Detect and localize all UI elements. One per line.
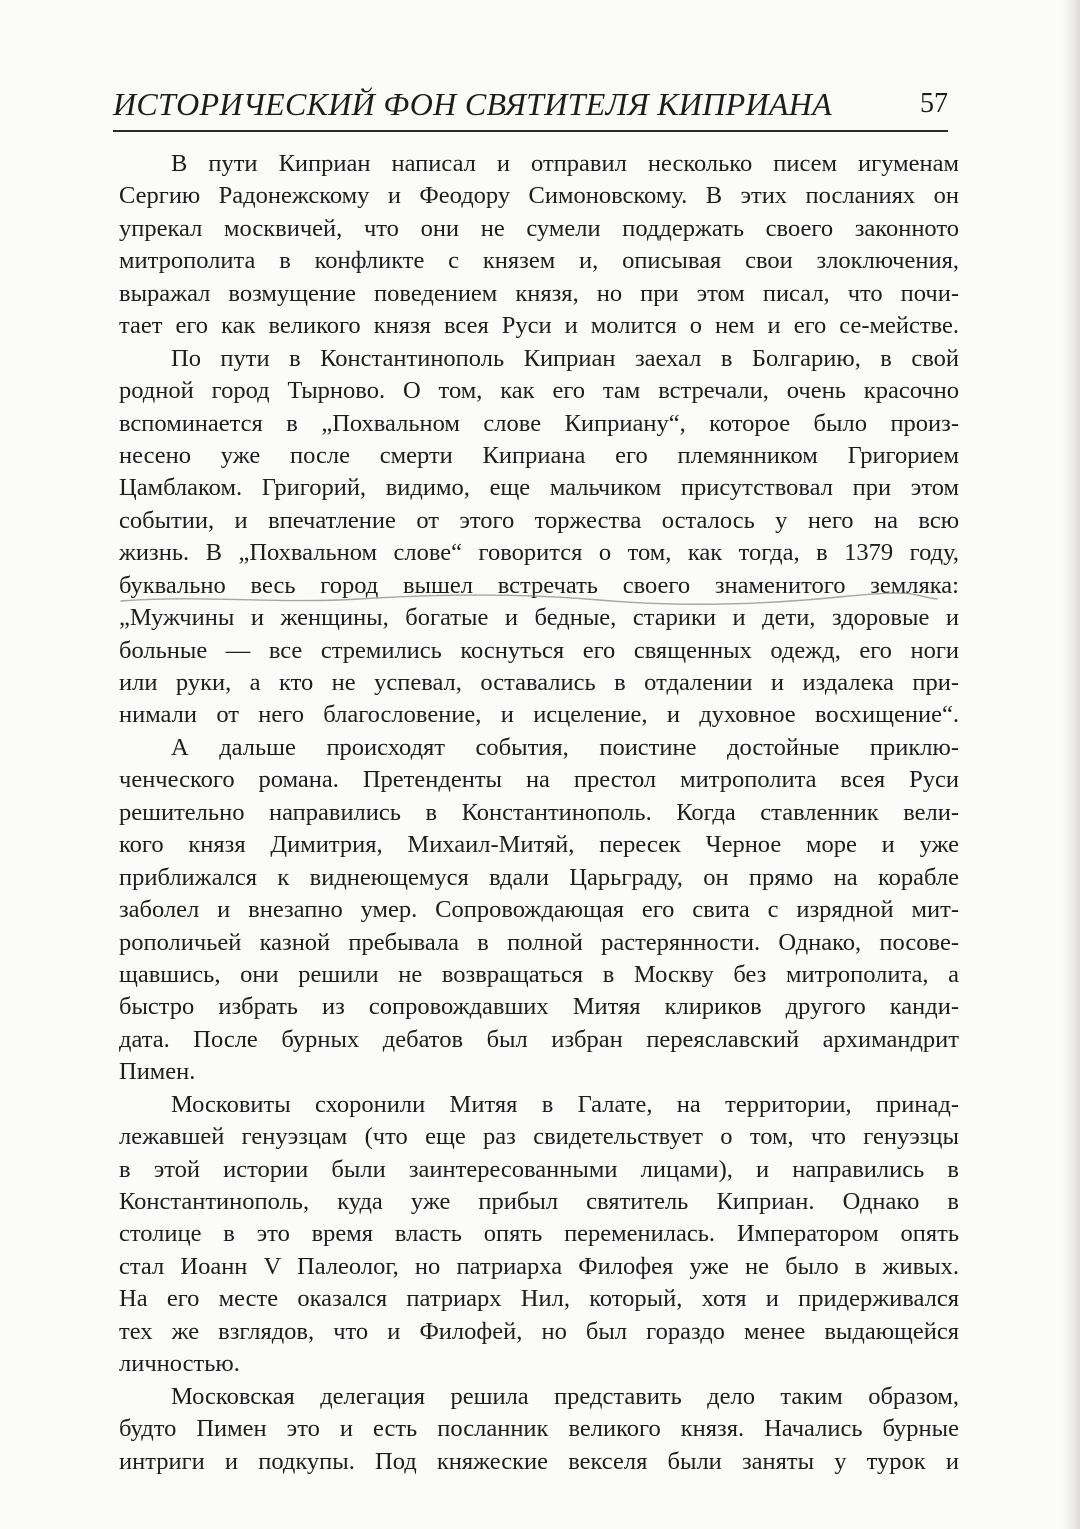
text-line: заболел и внезапно умер. Сопровождающая его свита с изрядной мит- xyxy=(119,896,959,924)
text-line: тех же взглядов, что и Филофей, но был гораздо менее выдающейся xyxy=(119,1317,959,1345)
text-line: Константинополь, куда уже прибыл святитель Киприан. Однако в xyxy=(119,1188,959,1215)
text-line: тает его как великого князя всея Руси и молится о нем и его се-мействе. xyxy=(119,312,959,340)
text-line: приближался к виднеющемуся вдали Царьграду, он прямо на корабле xyxy=(119,863,959,891)
text-line: Пимен. xyxy=(119,1058,196,1086)
text-line: кого князя Димитрия, Михаил-Митяй, пересек Черное море и уже xyxy=(119,831,959,859)
text-line: интриги и подкупы. Под княжеские векселя были заняты у турок и xyxy=(119,1447,959,1475)
text-line: нимали от него благословение, и исцеление, и духовное восхищение“. xyxy=(119,701,959,729)
text-line: буквально весь город вышел встречать своего знаменитого земляка: xyxy=(119,571,959,599)
text-line: будто Пимен это и есть посланник великого князя. Начались бурные xyxy=(119,1415,959,1443)
text-line: решительно направились в Константинополь. Когда ставленник вели- xyxy=(119,798,959,826)
text-line: личностью. xyxy=(119,1350,240,1378)
page-number: 57 xyxy=(920,88,948,119)
text-line: или руки, а кто не успевал, оставались в отдалении и издалека при- xyxy=(119,669,959,696)
paragraph-5 xyxy=(119,1381,959,1478)
text-line: Сергию Радонежскому и Феодору Симоновскому. В этих посланиях он xyxy=(119,182,959,210)
text-line: рополичьей казной пребывала в полной растерянности. Однако, посове- xyxy=(119,928,959,956)
text-line: По пути в Константинополь Киприан заехал в Болгарию, в свой xyxy=(171,344,959,372)
text-line: быстро избрать из сопровождавших Митяя клириков другого канди- xyxy=(119,993,959,1021)
text-line: На его месте оказался патриарх Нил, который, хотя и придерживался xyxy=(119,1285,959,1313)
text-line: вспоминается в „Похвальном слове Киприану“, которое было произ- xyxy=(119,409,959,437)
body-text xyxy=(119,148,959,1478)
text-line: митрополита в конфликте с князем и, описывая свои злоключения, xyxy=(119,247,959,275)
running-title: ИСТОРИЧЕСКИЙ ФОН СВЯТИТЕЛЯ КИПРИАНА xyxy=(113,86,832,122)
paragraph-1 xyxy=(119,148,959,343)
text-line: в этой истории были заинтересованными лицами), и направились в xyxy=(119,1155,959,1183)
text-line: Московиты схоронили Митяя в Галате, на территории, принад- xyxy=(171,1090,959,1118)
text-line: ченческого романа. Претенденты на престол митрополита всея Руси xyxy=(119,766,959,794)
page-edge-shadow xyxy=(1062,0,1080,1529)
text-line: А дальше происходят события, поистине достойные приклю- xyxy=(171,733,959,761)
text-line: Московская делегация решила представить дело таким образом, xyxy=(171,1382,959,1410)
text-line: Цамблаком. Григорий, видимо, еще мальчиком присутствовал при этом xyxy=(119,474,959,502)
text-line: лежавшей генуэзцам (что еще раз свидетельствует о том, что генуэзцы xyxy=(119,1123,959,1151)
text-line: дата. После бурных дебатов был избран переяславский архимандрит xyxy=(119,1025,959,1053)
text-line: родной город Тырново. О том, как его там встречали, очень красочно xyxy=(119,377,959,405)
text-line: столице в это время власть опять переменилась. Императором опять xyxy=(119,1220,959,1248)
text-line: щавшись, они решили не возвращаться в Москву без митрополита, а xyxy=(119,960,959,988)
text-line: „Мужчины и женщины, богатые и бедные, старики и дети, здоровые и xyxy=(119,604,959,632)
text-line: выражал возмущение поведением князя, но при этом писал, что почи- xyxy=(119,279,959,307)
text-line: В пути Киприан написал и отправил несколько писем игуменам xyxy=(171,150,959,177)
running-header xyxy=(113,84,948,132)
paragraph-4 xyxy=(119,1089,959,1381)
text-line: больные — все стремились коснуться его священных одежд, его ноги xyxy=(119,636,959,664)
paragraph-3 xyxy=(119,732,959,1089)
text-line: упрекал москвичей, что они не сумели поддержать своего законното xyxy=(119,214,959,242)
text-line: жизнь. В „Похвальном слове“ говорится о том, как тогда, в 1379 году, xyxy=(119,539,959,567)
text-line: событии, и впечатление от этого торжества осталось у него на всю xyxy=(119,506,959,534)
paragraph-2 xyxy=(119,343,959,732)
text-line: несено уже после смерти Киприана его племянником Григорием xyxy=(119,441,959,469)
text-line: стал Иоанн V Палеолог, но патриарха Филофея уже не было в живых. xyxy=(119,1252,959,1280)
